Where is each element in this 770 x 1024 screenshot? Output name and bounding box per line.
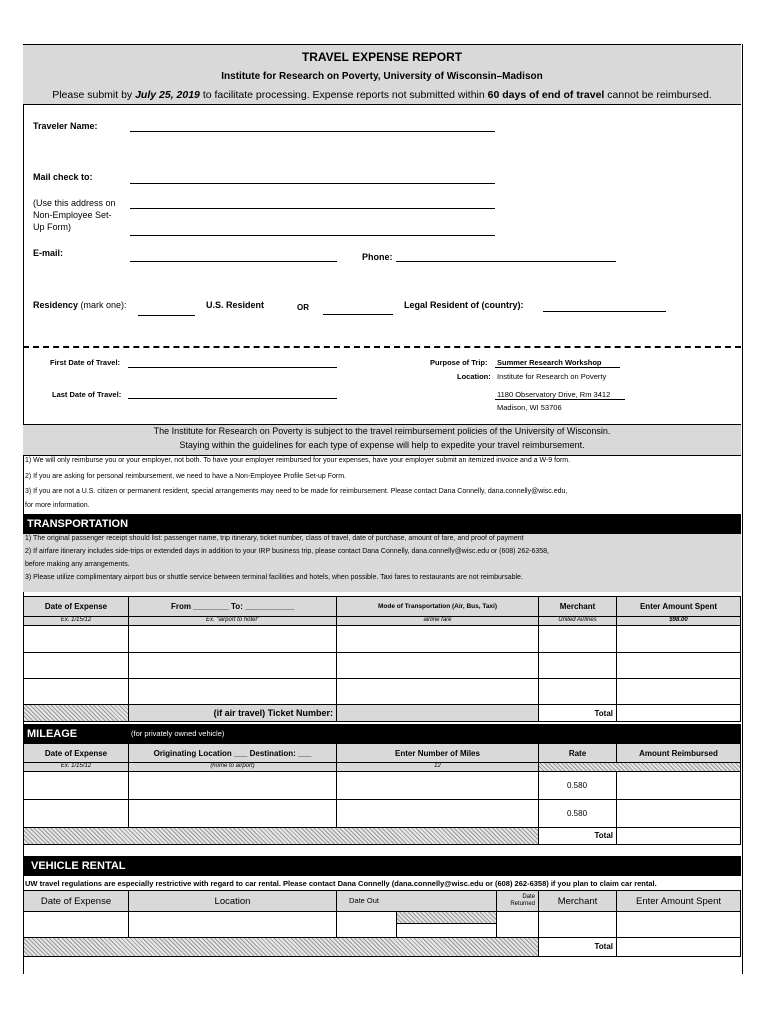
mileage-th-location: Originating Location ___ Destination: ___ [128, 743, 337, 763]
header-divider [23, 104, 741, 105]
vehicle-total-hatch [23, 937, 539, 957]
transport-row-2-mode[interactable] [336, 652, 539, 679]
mileage-row-2-amount[interactable] [616, 799, 741, 828]
vehicle-row-1-amount[interactable] [616, 911, 741, 938]
legal-resident-label: Legal Resident of (country): [404, 300, 524, 310]
vehicle-total-field[interactable] [616, 937, 741, 957]
vehicle-th-date-returned: Date Returned [496, 890, 539, 912]
policy-item-3: 3) If you are not a U.S. citizen or permanent resident, special arrangements may need to be made for reimbursement. Please contact Dana Connelly, dana.connelly@wisc.edu, [25, 488, 568, 495]
transport-row-1-mode[interactable] [336, 625, 539, 653]
transport-note-4: 3) Please utilize complimentary airport bus or shuttle service between terminal facilities and hotels, when possible. Taxi fares to restaurants are not reimbursable. [25, 574, 523, 581]
mail-address-field-1[interactable] [130, 183, 495, 184]
last-date-field[interactable] [128, 398, 337, 399]
mileage-example-date: Ex. 1/15/12 [23, 762, 129, 772]
mileage-th-amount: Amount Reimbursed [616, 743, 741, 763]
mileage-row-1-amount[interactable] [616, 771, 741, 800]
mail-note: (Use this address on Non-Employee Set-Up Form) [33, 198, 116, 232]
mail-check-label: Mail check to: [33, 172, 93, 182]
transport-row-1-date[interactable] [23, 625, 129, 653]
transport-row-2-date[interactable] [23, 652, 129, 679]
us-resident-label: U.S. Resident [206, 300, 265, 310]
mileage-row-1-location[interactable] [128, 771, 337, 800]
transport-note-2: 2) If airfare itinerary includes side-trips or extended days in addition to your IRP business trip, please contact Dana Connelly, dana.connelly@wisc.edu or (608) 262-6358, [25, 548, 549, 555]
vehicle-row-1-location[interactable] [128, 911, 337, 938]
vehicle-hatch-top [396, 911, 497, 924]
mileage-row-1-miles[interactable] [336, 771, 539, 800]
address-underline [495, 399, 625, 400]
policy-item-2: 2) If you are asking for personal reimbursement, we need to have a Non-Employee Profile Set-up Form. [25, 473, 346, 480]
location-value: Institute for Research on Poverty [497, 372, 607, 381]
mileage-subtitle: (for privately owned vehicle) [131, 729, 225, 738]
submit-days: 60 days of end of travel [487, 89, 605, 101]
legal-resident-mark[interactable] [323, 314, 393, 315]
transport-row-3-merchant[interactable] [538, 678, 617, 705]
vehicle-total-label: Total [538, 937, 617, 957]
th-amount: Enter Amount Spent [616, 596, 741, 617]
transport-row-2-route[interactable] [128, 652, 337, 679]
transport-total-label: Total [538, 704, 617, 722]
vehicle-rental-title: VEHICLE RENTAL [23, 856, 741, 876]
mail-address-field-2[interactable] [130, 208, 495, 209]
transport-row-3-route[interactable] [128, 678, 337, 705]
vehicle-th-date-out: Date Out [336, 890, 497, 912]
mileage-example-miles: 12 [336, 762, 539, 772]
th-date-of-expense: Date of Expense [23, 596, 129, 617]
email-field[interactable] [130, 261, 337, 262]
phone-field[interactable] [396, 261, 616, 262]
or-label: OR [297, 303, 309, 312]
vehicle-th-amount: Enter Amount Spent [616, 890, 741, 912]
mileage-title: MILEAGE [27, 728, 78, 740]
transport-row-1-route[interactable] [128, 625, 337, 653]
transport-row-2-amount[interactable] [616, 652, 741, 679]
transport-row-3-date[interactable] [23, 678, 129, 705]
mileage-th-rate: Rate [538, 743, 617, 763]
mileage-title-bar [23, 724, 741, 744]
transport-note-1: 1) The original passenger receipt should list: passenger name, trip itinerary, ticket number, class of travel, date of purchase, amount of fare, and proof of payment [25, 535, 524, 542]
policy-item-1: 1) We will only reimburse you or your employer, not both. To have your employer reimbursed for your expenses, have your employer submit an itemized invoice and a W-9 form. [25, 457, 571, 464]
mileage-th-miles: Enter Number of Miles [336, 743, 539, 763]
submit-notice: Please submit by July 25, 2019 to facilitate processing. Expense reports not submitted within 60 days of end of travel cannot be reimbursed. [52, 89, 712, 101]
traveler-name-label: Traveler Name: [33, 121, 98, 131]
example-date: Ex. 1/15/12 [23, 616, 129, 626]
submit-date: July 25, 2019 [135, 89, 200, 101]
th-from-to: From ________ To: ___________ [128, 596, 337, 617]
example-merchant: United Airlines [538, 616, 617, 626]
transport-row-3-mode[interactable] [336, 678, 539, 705]
transportation-title: TRANSPORTATION [23, 514, 741, 534]
policy-line-1: The Institute for Research on Poverty is subject to the travel reimbursement policies of the University of Wisconsin. [153, 426, 611, 436]
address-line-2: Madison, WI 53706 [497, 403, 562, 412]
mileage-total-label: Total [538, 827, 617, 845]
policy-line-2: Staying within the guidelines for each type of expense will help to expedite your travel reimbursement. [179, 440, 585, 450]
us-resident-mark[interactable] [138, 315, 195, 316]
ticket-number-label: (if air travel) Ticket Number: [128, 704, 337, 722]
vehicle-rental-note: UW travel regulations are especially restrictive with regard to car rental. Please contact Dana Connelly (dana.connelly@wisc.edu or (608) 262-6358) if you plan to claim car rental. [25, 879, 657, 888]
th-merchant: Merchant [538, 596, 617, 617]
location-label: Location: [457, 372, 491, 381]
vehicle-row-1-date-returned[interactable] [496, 911, 539, 938]
transport-row-1-amount[interactable] [616, 625, 741, 653]
mileage-row-2-date[interactable] [23, 799, 129, 828]
example-mode: airline fare [336, 616, 539, 626]
policy-item-4: for more information. [25, 502, 90, 509]
vehicle-th-merchant: Merchant [538, 890, 617, 912]
mileage-th-date: Date of Expense [23, 743, 129, 763]
example-route: Ex. "airport to hotel" [128, 616, 337, 626]
mileage-row-2-rate: 0.580 [538, 799, 617, 828]
th-mode: Mode of Transportation (Air, Bus, Taxi) [336, 596, 539, 617]
transportation-notes-band [23, 534, 741, 592]
transport-row-3-amount[interactable] [616, 678, 741, 705]
email-label: E-mail: [33, 248, 64, 258]
section-divider [23, 346, 741, 348]
traveler-name-field[interactable] [130, 131, 495, 132]
vehicle-row-1-date[interactable] [23, 911, 129, 938]
mileage-row-1-rate: 0.580 [538, 771, 617, 800]
residency-label: Residency (mark one): [33, 300, 127, 310]
mileage-total-field[interactable] [616, 827, 741, 845]
mileage-row-2-location[interactable] [128, 799, 337, 828]
form-title: TRAVEL EXPENSE REPORT [301, 50, 463, 64]
transport-total-field[interactable] [616, 704, 741, 722]
vehicle-row-1-date-out[interactable] [336, 911, 397, 938]
example-amount: $98.00 [616, 616, 741, 626]
purpose-label: Purpose of Trip: [430, 358, 488, 367]
last-date-label: Last Date of Travel: [52, 390, 122, 399]
mileage-row-2-miles[interactable] [336, 799, 539, 828]
address-line-1: 1180 Observatory Drive, Rm 3412 [497, 390, 611, 399]
transport-row-2-merchant[interactable] [538, 652, 617, 679]
vehicle-th-date: Date of Expense [23, 890, 129, 912]
purpose-underline [495, 367, 620, 368]
transport-row-1-merchant[interactable] [538, 625, 617, 653]
vehicle-row-1-merchant[interactable] [538, 911, 617, 938]
ticket-row-hatch [23, 704, 129, 722]
purpose-value: Summer Research Workshop [497, 358, 602, 367]
vehicle-th-location: Location [128, 890, 337, 912]
country-field[interactable] [543, 311, 666, 312]
mileage-total-hatch [23, 827, 539, 845]
first-date-field[interactable] [128, 367, 337, 368]
first-date-label: First Date of Travel: [50, 358, 121, 367]
transport-note-3: before making any arrangements. [25, 561, 130, 568]
phone-label: Phone: [362, 252, 393, 262]
mileage-example-route: (home to airport) [128, 762, 337, 772]
mail-address-field-3[interactable] [130, 235, 495, 236]
mileage-row-1-date[interactable] [23, 771, 129, 800]
ticket-number-field[interactable] [336, 704, 539, 722]
institute-name: Institute for Research on Poverty, University of Wisconsin–Madison [221, 71, 543, 82]
